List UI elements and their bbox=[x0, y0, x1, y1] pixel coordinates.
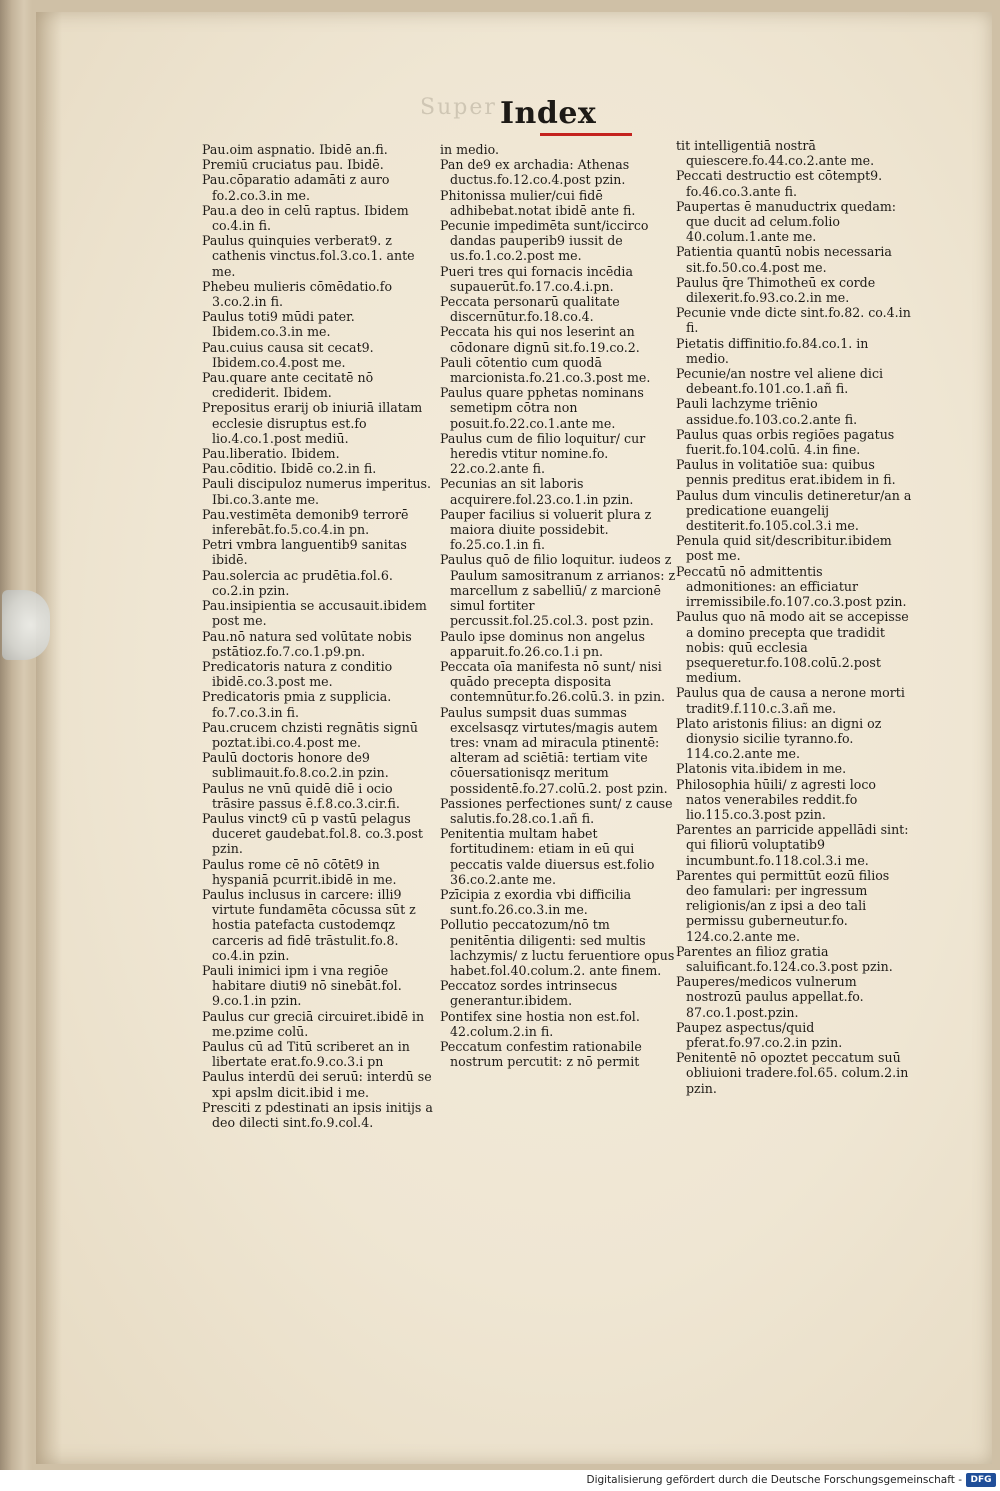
index-entry: Pollutio peccatozum/nō tm penitēntia diligenti: sed multis lachzymis/ z luctu feruentiore opus habet.fol.40.colum.2. ante finem. bbox=[440, 917, 675, 978]
index-entry: Premiū cruciatus pau. Ibidē. bbox=[202, 157, 384, 173]
index-entry: Pauli cōtentio cum quodā marcionista.fo.21.co.3.post me. bbox=[440, 354, 651, 386]
index-entry: Paulū doctoris honore de9 sublimauit.fo.8.co.2.in pzin. bbox=[202, 750, 389, 781]
index-entry: Peccata personarū qualitate discernūtur.fo.18.co.4. bbox=[440, 294, 620, 325]
index-entry: Paulus cur greciā circuiret.ibidē in me.pzime colū. bbox=[202, 1008, 425, 1039]
index-entry: Phebeu mulieris cōmēdatio.fo 3.co.2.in fi. bbox=[202, 278, 393, 310]
index-entry: Penitentia multam habet fortitudinem: etiam in eū qui peccatis valde diuersus est.folio 36.co.2.ante me. bbox=[440, 826, 655, 887]
index-entry: Pauli discipuloz numerus imperitus. Ibi.co.3.ante me. bbox=[202, 476, 432, 507]
index-entry: Paulus cum de filio loquitur/ cur heredis vtitur nomine.fo. 22.co.2.ante fi. bbox=[440, 430, 646, 477]
index-entry: Pauli inimici ipm i vna regiōe habitare diuti9 nō sinebāt.fol. 9.co.1.in pzin. bbox=[202, 962, 402, 1009]
index-entry: Parentes qui permittūt eozū filios deo famulari: per ingressum religionis/an z ipsi a deo tali permissu guberneutur.fo. 124.co.2.ante me. bbox=[676, 867, 890, 944]
red-rule bbox=[540, 133, 632, 136]
index-entry: Pontifex sine hostia non est.fol. 42.colum.2.in fi. bbox=[440, 1008, 640, 1039]
index-entry: Peccata oīa manifesta nō sunt/ nisi quādo precepta disposita contemnūtur.fo.26.colū.3. in pzin. bbox=[440, 658, 666, 705]
index-entry: Pauper facilius si voluerit plura z maiora diuite possidebit. fo.25.co.1.in fi. bbox=[440, 506, 652, 553]
footer-credit: Digitalisierung gefördert durch die Deutsche Forschungsgemeinschaft - bbox=[586, 1474, 962, 1486]
index-entry: Parentes an parricide appellādi sint: qui filiorū voluptatib9 incumbunt.fo.118.col.3.i me. bbox=[676, 822, 909, 868]
index-entry: Pietatis diffinitio.fo.84.co.1. in medio. bbox=[676, 335, 869, 366]
index-entry: Paulus quare pphetas nominans semetipm cōtra non posuit.fo.22.co.1.ante me. bbox=[440, 385, 644, 431]
paper-tab bbox=[2, 590, 50, 660]
index-entry: Paulus rome cē nō cōtēt9 in hyspaniā pcurrit.ibidē in me. bbox=[202, 856, 397, 887]
index-entry: Paulus inclusus in carcere: illi9 virtute fundamēta cōcussa sūt z hostia patefacta custodemqz carceris ad fidē trāstulit.fo.8. co.4.in pzin. bbox=[202, 886, 416, 963]
index-entry: Peccata his qui nos leserint an cōdonare dignū sit.fo.19.co.2. bbox=[440, 324, 640, 355]
index-entry: Pecunie/an nostre vel aliene dici debeant.fo.101.co.1.añ fi. bbox=[676, 366, 884, 397]
index-entry: Pau.cōditio. Ibidē co.2.in fi. bbox=[202, 461, 377, 477]
index-entry: Philosophia hūili/ z agresti loco natos venerabiles reddit.fo lio.115.co.3.post pzin. bbox=[676, 776, 877, 822]
index-entry: Paupez aspectus/quid pferat.fo.97.co.2.in pzin. bbox=[676, 1019, 843, 1050]
index-entry: Paupertas ē manuductrix quedam: que ducit ad celum.folio 40.colum.1.ante me. bbox=[676, 198, 897, 245]
index-entry: Paulus interdū dei seruū: interdū se xpi apslm dicit.ibid i me. bbox=[202, 1069, 432, 1100]
index-entry: Pau.crucem chzisti regnātis signū poztat.ibi.co.4.post me. bbox=[202, 719, 419, 750]
index-entry: tit intelligentiā nostrā quiescere.fo.44.co.2.ante me. bbox=[676, 138, 875, 169]
bleed-through-text: Super bbox=[420, 95, 497, 120]
index-entry: Paulus dum vinculis detineretur/an a predicatione euangelij destiterit.fo.105.col.3.i me. bbox=[676, 487, 912, 534]
index-entry: Paulus sumpsit duas summas excelsasqz virtutes/magis autem tres: vnam ad miracula ptinentē: alteram ad sciētiā: tertiam vite cōuersationisqz meritum possidentē.fo.27.colū.2. post pzin. bbox=[440, 704, 668, 796]
index-entry: Plato aristonis filius: an digni oz dionysio sicilie tyranno.fo. 114.co.2.ante me. bbox=[676, 715, 882, 762]
index-entry: Presciti z pdestinati an ipsis initijs a deo dilecti sint.fo.9.col.4. bbox=[202, 1099, 433, 1130]
index-entry: Pau.cuius causa sit cecat9. Ibidem.co.4.post me. bbox=[202, 339, 374, 370]
index-entry: Peccati destructio est cōtempt9. fo.46.co.3.ante fi. bbox=[676, 168, 883, 199]
index-entry: Pau.vestimēta demonib9 terrorē inferebāt.fo.5.co.4.in pn. bbox=[202, 506, 409, 538]
footer-bar bbox=[0, 1470, 1000, 1491]
index-entry: Pauli lachzyme triēnio assidue.fo.103.co.2.ante fi. bbox=[676, 396, 858, 427]
index-entry: Penula quid sit/describitur.ibidem post me. bbox=[676, 533, 892, 564]
index-entry: Pan de9 ex archadia: Athenas ductus.fo.12.co.4.post pzin. bbox=[440, 157, 630, 188]
index-entry: Paulo ipse dominus non angelus apparuit.fo.26.co.1.i pn. bbox=[440, 628, 645, 659]
index-entry: Pau.liberatio. Ibidem. bbox=[202, 446, 340, 462]
index-entry: Paulus cū ad Titū scriberet an in libertate erat.fo.9.co.3.i pn bbox=[202, 1038, 410, 1070]
dfg-logo: DFG bbox=[966, 1473, 996, 1487]
index-entry: Prepositus erarij ob iniuriā illatam ecclesie disruptus est.fo lio.4.co.1.post mediū. bbox=[202, 400, 423, 446]
index-entry: Pau.insipientia se accusauit.ibidem post me. bbox=[202, 598, 427, 629]
index-entry: Paulus in volitatiōe sua: quibus pennis preditus erat.ibidem in fi. bbox=[676, 457, 896, 488]
index-entry: Passiones perfectiones sunt/ z cause salutis.fo.28.co.1.añ fi. bbox=[440, 795, 673, 826]
index-entry: Peccatum confestim rationabile nostrum percutit: z nō permit bbox=[440, 1038, 642, 1070]
page-title: Index bbox=[500, 96, 597, 131]
index-entry: Peccatū nō admittentis admonitiones: an efficiatur irremissibile.fo.107.co.3.post pzin. bbox=[676, 563, 907, 610]
index-column-2 bbox=[440, 142, 676, 1069]
index-entry: Pueri tres qui fornacis incēdia supauerūt.fo.17.co.4.i.pn. bbox=[440, 263, 633, 294]
index-entry: Pecunie vnde dicte sint.fo.82. co.4.in fi. bbox=[676, 305, 911, 336]
page-header bbox=[500, 96, 640, 131]
index-entry: Penitentē nō opoztet peccatum suū obliuioni tradere.fol.65. colum.2.in pzin. bbox=[676, 1050, 909, 1096]
index-entry: Paulus ne vnū quidē diē i ocio trāsire passus ē.f.8.co.3.cir.fi. bbox=[202, 780, 400, 811]
index-entry: Paulus quas orbis regiōes pagatus fuerit.fo.104.colū. 4.in fine. bbox=[676, 426, 895, 458]
index-column-3 bbox=[676, 138, 912, 1096]
index-entry: Paulus toti9 mūdi pater. Ibidem.co.3.in me. bbox=[202, 309, 355, 340]
index-column-1 bbox=[202, 142, 434, 1130]
index-entry: Pauperes/medicos vulnerum nostrozū paulus appellat.fo. 87.co.1.post.pzin. bbox=[676, 974, 864, 1020]
index-entry: Phitonissa mulier/cui fidē adhibebat.notat ibidē ante fi. bbox=[440, 187, 636, 218]
index-entry: Patientia quantū nobis necessaria sit.fo.50.co.4.post me. bbox=[676, 244, 892, 275]
index-entry: Predicatoris pmia z supplicia. fo.7.co.3.in fi. bbox=[202, 689, 392, 720]
index-entry: Paulus qua de causa a nerone morti tradit9.f.110.c.3.añ me. bbox=[676, 685, 905, 716]
index-entry: Paulus q̄re Thimotheū ex corde dilexerit.fo.93.co.2.in me. bbox=[676, 274, 876, 306]
index-entry: Pau.nō natura sed volūtate nobis pstātioz.fo.7.co.1.p9.pn. bbox=[202, 628, 412, 659]
index-entry: Pau.solercia ac prudētia.fol.6. co.2.in pzin. bbox=[202, 567, 393, 598]
index-entry: Paulus vinct9 cū p vastū pelagus duceret gaudebat.fol.8. co.3.post pzin. bbox=[202, 810, 423, 857]
index-entry: Pau.a deo in celū raptus. Ibidem co.4.in fi. bbox=[202, 202, 409, 234]
index-entry: Pau.cōparatio adamāti z auro fo.2.co.3.in me. bbox=[202, 172, 390, 203]
index-entry: Platonis vita.ibidem in me. bbox=[676, 761, 847, 777]
index-entry: Predicatoris natura z conditio ibidē.co.3.post me. bbox=[202, 658, 393, 690]
index-entry: Petri vmbra languentib9 sanitas ibidē. bbox=[202, 537, 407, 568]
index-entry: Paulus quo nā modo ait se accepisse a domino precepta que tradidit nobis: quū ecclesia psequeretur.fo.108.colū.2.post medium. bbox=[676, 609, 909, 686]
index-entry: Pau.quare ante cecitatē nō crediderit. Ibidem. bbox=[202, 370, 374, 401]
index-entry: Pecunias an sit laboris acquirere.fol.23.co.1.in pzin. bbox=[440, 476, 634, 507]
index-entry: Pau.oim aspnatio. Ibidē an.fi. bbox=[202, 142, 388, 157]
index-entry: Parentes an filioz gratia saluificant.fo.124.co.3.post pzin. bbox=[676, 943, 893, 974]
index-entry: Pzīcipia z exordia vbi difficilia sunt.fo.26.co.3.in me. bbox=[440, 886, 632, 918]
index-entry: Paulus quō de filio loquitur. iudeos z Paulum samositranum z arrianos: z marcellum z sabelliū/ z marcionē simul fortiter percussit.fol.25.col.3. post pzin. bbox=[440, 552, 676, 629]
index-entry: in medio. bbox=[440, 142, 499, 157]
index-entry: Peccatoz sordes intrinsecus generantur.ibidem. bbox=[440, 978, 618, 1009]
index-entry: Pecunie impedimēta sunt/iccirco dandas pauperib9 iussit de us.fo.1.co.2.post me. bbox=[440, 218, 649, 264]
index-entry: Paulus quinquies verberat9. z cathenis vinctus.fol.3.co.1. ante me. bbox=[202, 233, 415, 279]
